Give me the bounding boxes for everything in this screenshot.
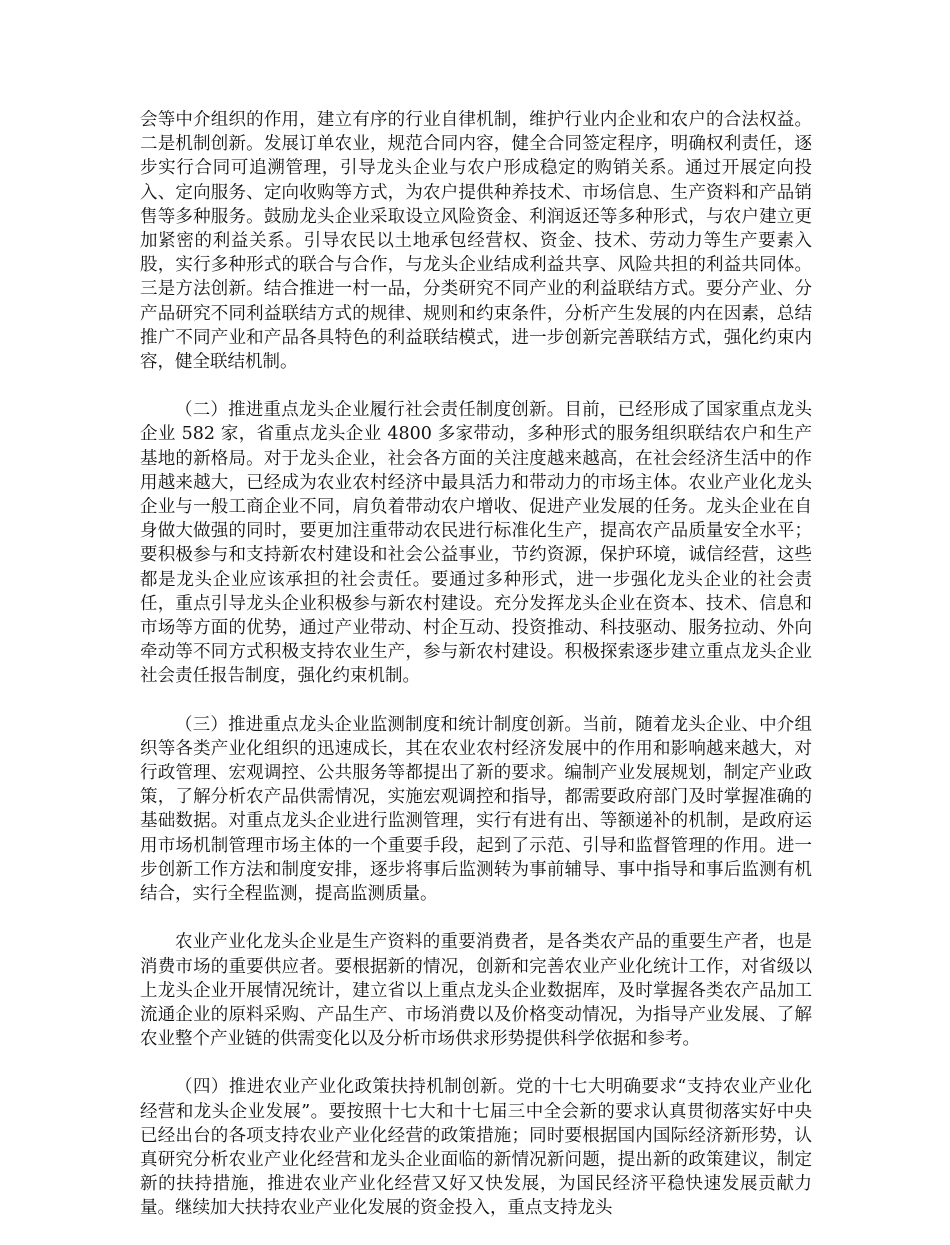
paragraph-statistics-work: 农业产业化龙头企业是生产资料的重要消费者，是各类农产品的重要生产者，也是消费市场的重要供应者。要根据新的情况，创新和完善农业产业化统计工作，对省级以上龙头企业开展情况统计，建立省以上重点龙头企业数据库，及时掌握各类农产品加工流通企业的原料采购、产品生产、市场消费以及价格变动情况，为指导产业发展、了解农业整个产业链的供需变化以及分析市场供求形势提供科学依据和参考。 bbox=[140, 932, 812, 1050]
paragraph-monitoring-system: （三）推进重点龙头企业监测制度和统计制度创新。当前，随着龙头企业、中介组织等各类产业化组织的迅速成长，其在农业农村经济发展中的作用和影响越来越大，对行政管理、宏观调控、公共服务等都提出了新的要求。编制产业发展规划，制定产业政策，了解分析农产品供需情况，实施宏观调控和指导，都需要政府部门及时掌握准确的基础数据。对重点龙头企业进行监测管理，实行有进有出、等额递补的机制，是政府运用市场机制管理市场主体的一个重要手段，起到了示范、引导和监督管理的作用。进一步创新工作方法和制度安排，逐步将事后监测转为事前辅导、事中指导和事后监测有机结合，实行全程监测，提高监测质量。 bbox=[140, 714, 812, 905]
document-body bbox=[140, 108, 812, 1245]
paragraph-policy-support: （四）推进农业产业化政策扶持机制创新。党的十七大明确要求“支持农业产业化经营和龙头企业发展”。要按照十七大和十七届三中全会新的要求认真贯彻落实好中央已经出台的各项支持农业产业化经营的政策措施；同时要根据国内国际经济新形势，认真研究分析农业产业化经营和龙头企业面临的新情况新问题，提出新的政策建议，制定新的扶持措施，推进农业产业化经营又好又快发展，为国民经济平稳快速发展贡献力量。继续加大扶持农业产业化发展的资金投入，重点支持龙头 bbox=[140, 1077, 812, 1219]
paragraph-social-responsibility: （二）推进重点龙头企业履行社会责任制度创新。目前，已经形成了国家重点龙头企业 582 家，省重点龙头企业 4800 多家带动，多种形式的服务组织联结农户和生产基地的新格局。对于龙头企业，社会各方面的关注度越来越高，在社会经济生活中的作用越来越大，已经成为农业农村经济中最具活力和带动力的市场主体。农业产业化龙头企业与一般工商企业不同，肩负着带动农户增收、促进产业发展的任务。龙头企业在自身做大做强的同时，要更加注重带动农民进行标准化生产，提高农产品质量安全水平；要积极参与和支持新农村建设和社会公益事业，节约资源，保护环境，诚信经营，这些都是龙头企业应该承担的社会责任。要通过多种形式，进一步强化龙头企业的社会责任，重点引导龙头企业积极参与新农村建设。充分发挥龙头企业在资本、技术、信息和市场等方面的优势，通过产业带动、村企互动、投资推动、科技驱动、服务拉动、外向牵动等不同方式积极支持农业生产，参与新农村建设。积极探索逐步建立重点龙头企业社会责任报告制度，强化约束机制。 bbox=[140, 400, 812, 687]
paragraph-mechanism-innovation: 会等中介组织的作用，建立有序的行业自律机制，维护行业内企业和农户的合法权益。二是机制创新。发展订单农业，规范合同内容，健全合同签定程序，明确权利责任，逐步实行合同可追溯管理，引导龙头企业与农户形成稳定的购销关系。通过开展定向投入、定向服务、定向收购等方式，为农户提供种养技术、市场信息、生产资料和产品销售等多种服务。鼓励龙头企业采取设立风险资金、利润返还等多种形式，与农户建立更加紧密的利益关系。引导农民以土地承包经营权、资金、技术、劳动力等生产要素入股，实行多种形式的联合与合作，与龙头企业结成利益共享、风险共担的利益共同体。三是方法创新。结合推进一村一品，分类研究不同产业的利益联结方式。要分产业、分产品研究不同利益联结方式的规律、规则和约束条件，分析产生发展的内在因素，总结推广不同产业和产品各具特色的利益联结模式，进一步创新完善联结方式，强化约束内容，健全联结机制。 bbox=[140, 110, 812, 373]
